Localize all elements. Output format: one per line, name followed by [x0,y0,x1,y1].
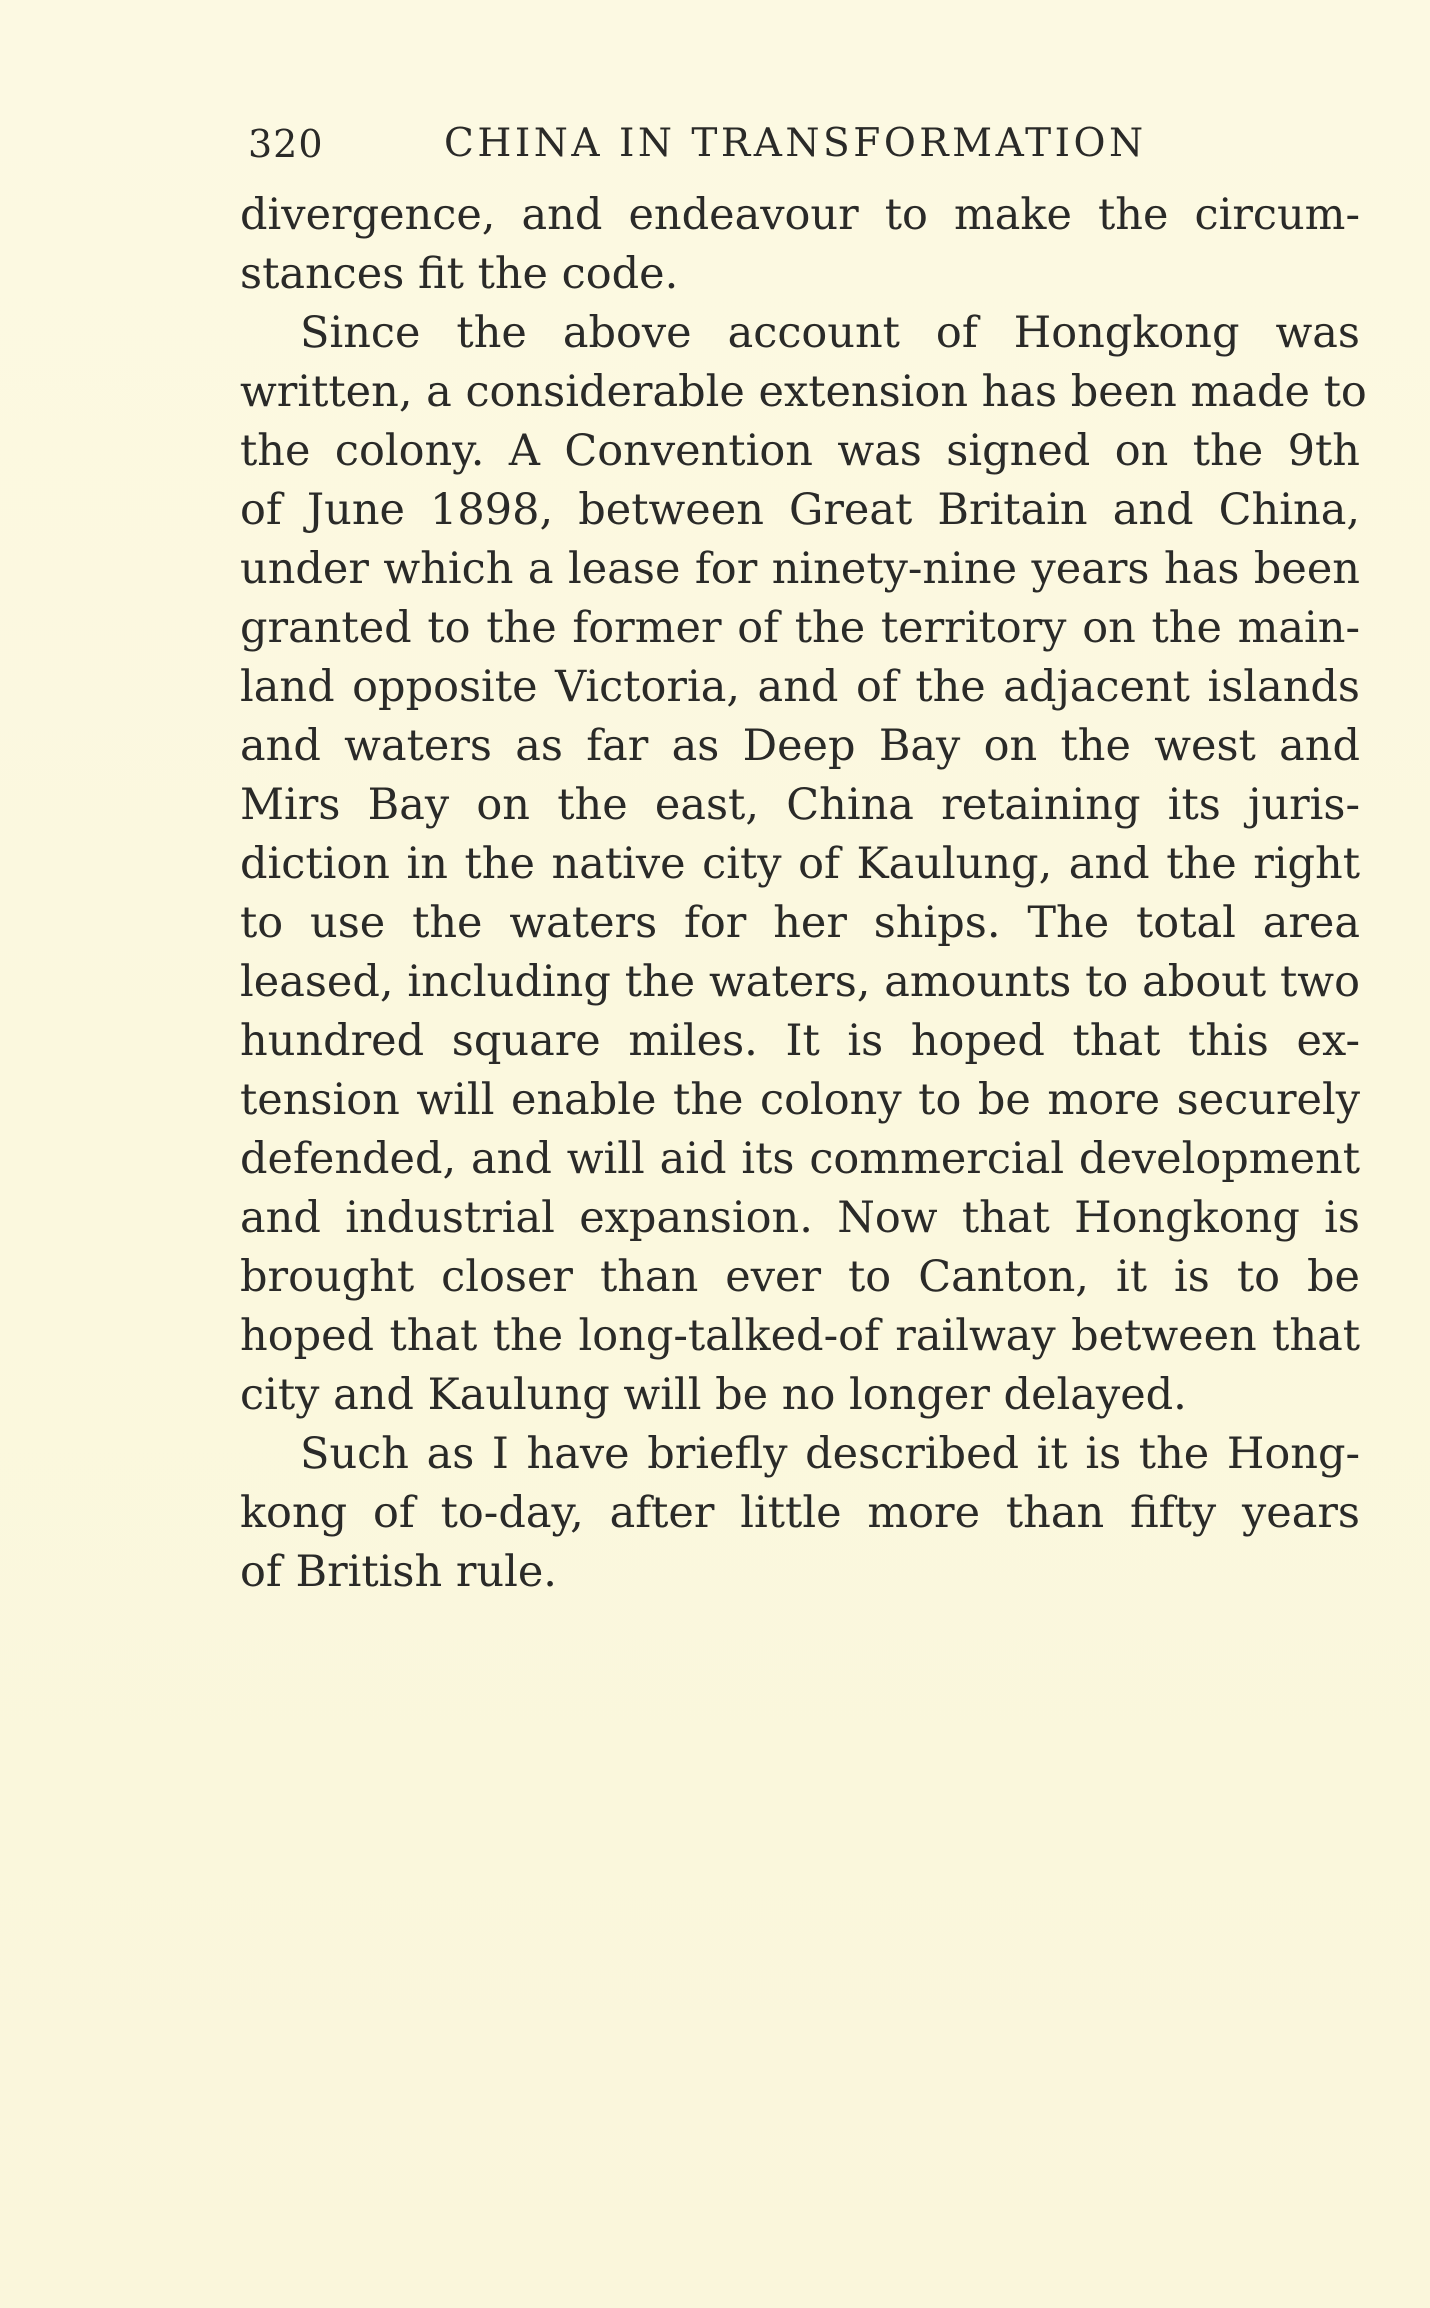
running-header [248,116,1188,172]
text-line: of British rule. [240,1547,557,1597]
text-line: leased, including the waters, amounts to about two [240,957,1360,1007]
text-line: of June 1898, between Great Britain and China, [240,485,1360,535]
page-number: 320 [248,122,324,166]
text-line: written, a considerable extension has been made to [240,367,1367,417]
text-line: divergence, and endeavour to make the circum- [240,190,1360,240]
text-line: stances fit the code. [240,249,679,299]
text-line: hundred square miles. It is hoped that this ex- [240,1016,1360,1066]
text-line: hoped that the long-talked-of railway between that [240,1311,1360,1361]
text-line: Mirs Bay on the east, China retaining its juris- [240,780,1360,830]
text-line: to use the waters for her ships. The total area [240,898,1360,948]
paragraph-first-line: Since the above account of Hongkong was [300,308,1360,358]
text-line: diction in the native city of Kaulung, and the right [240,839,1360,889]
text-line: defended, and will aid its commercial development [240,1134,1360,1184]
text-line: tension will enable the colony to be more securely [240,1075,1360,1125]
text-line: city and Kaulung will be no longer delayed. [240,1370,1187,1420]
running-title: CHINA IN TRANSFORMATION [444,121,1147,166]
body-text [240,186,1367,1602]
text-line: kong of to-day, after little more than fifty years [240,1488,1360,1538]
text-line: and waters as far as Deep Bay on the west and [240,721,1360,771]
text-line: granted to the former of the territory on the main- [240,603,1360,653]
paragraph-first-line: Such as I have briefly described it is the Hong- [300,1429,1360,1479]
text-line: the colony. A Convention was signed on the 9th [240,426,1360,476]
text-line: brought closer than ever to Canton, it is to be [240,1252,1360,1302]
text-line: land opposite Victoria, and of the adjacent islands [240,662,1360,712]
text-line: and industrial expansion. Now that Hongkong is [240,1193,1360,1243]
text-line: under which a lease for ninety-nine years has been [240,544,1360,594]
